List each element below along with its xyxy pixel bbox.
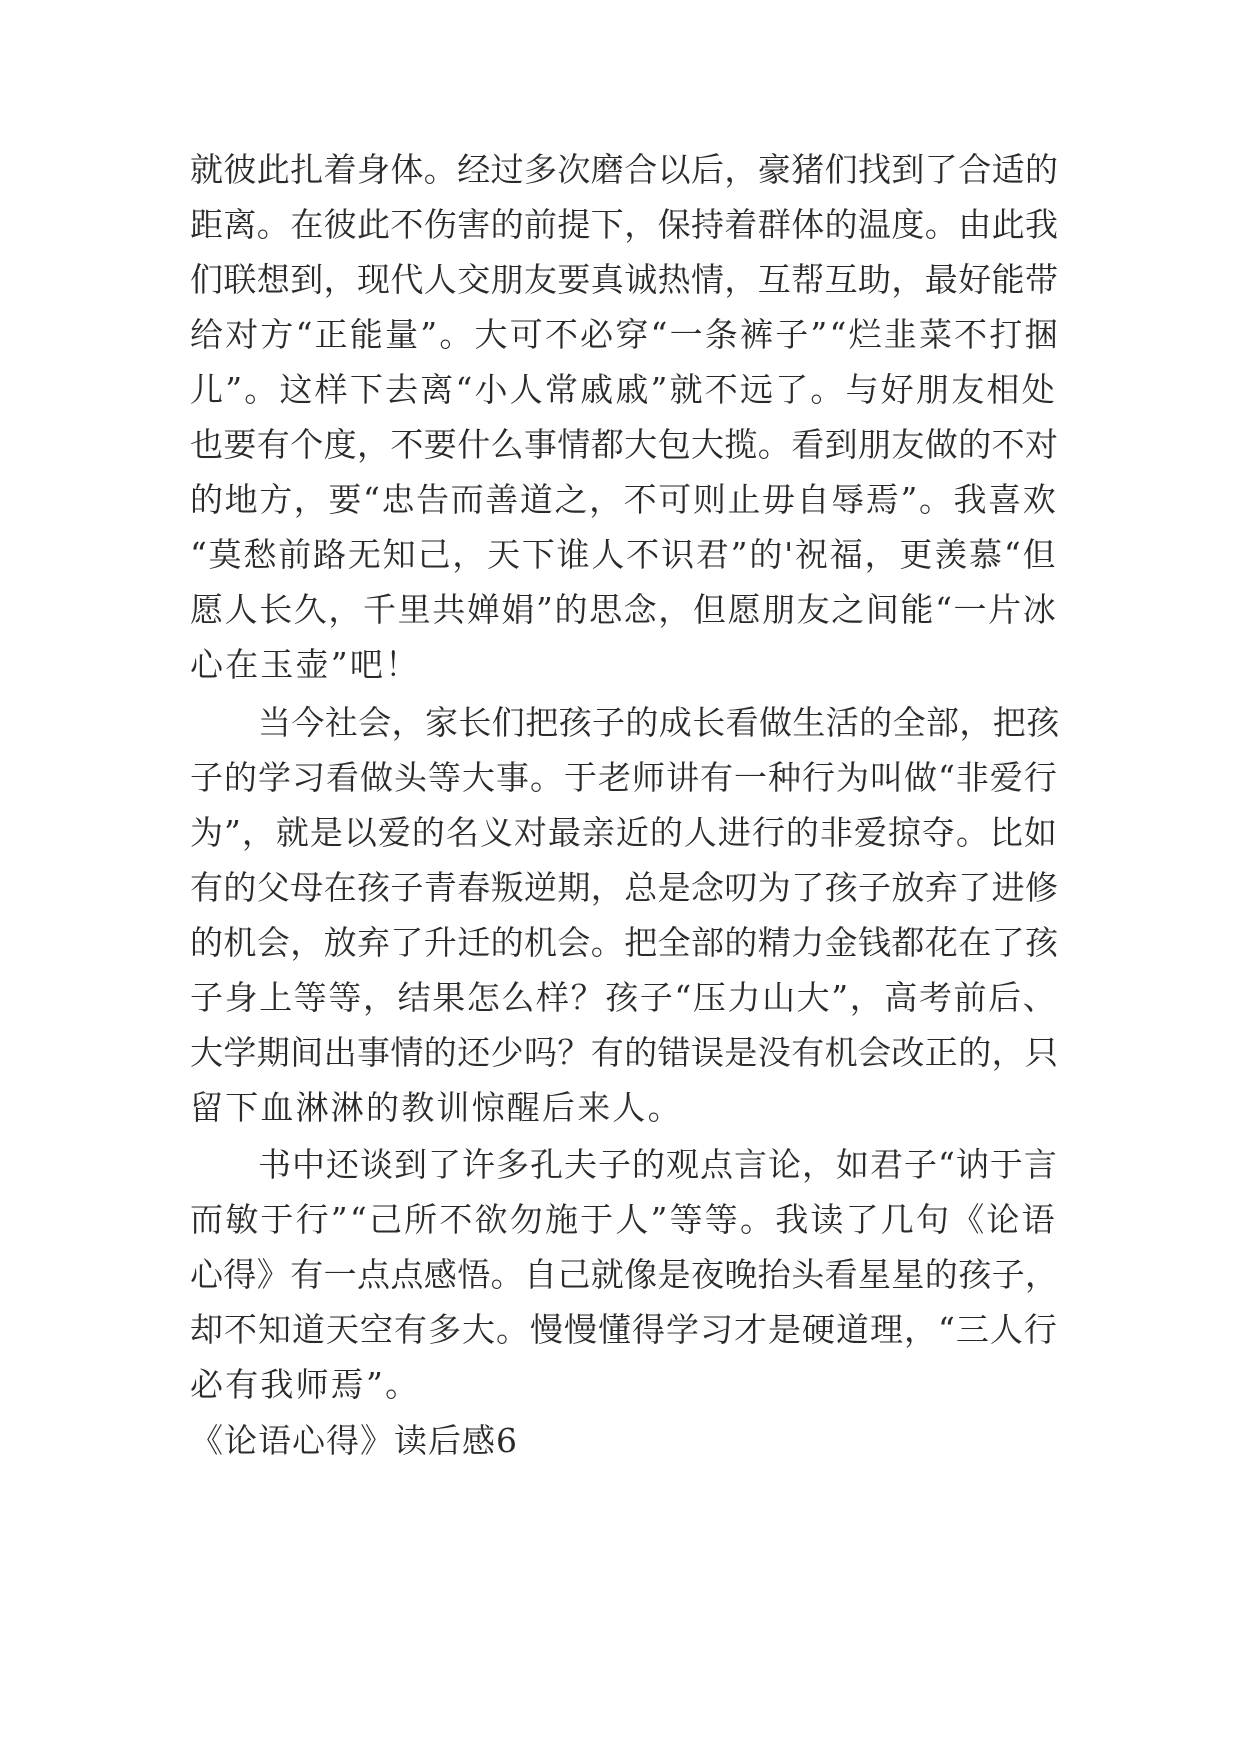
paragraph-2-line-6: 子身上等等，结果怎么样？孩子“压力山大”，高考前后、 (190, 978, 1058, 1017)
paragraph-3-line-4: 却不知道天空有多大。慢慢懂得学习才是硬道理，“三人行 (190, 1310, 1058, 1349)
paragraph-3-line-3: 心得》有一点点感悟。自己就像是夜晚抬头看星星的孩子， (190, 1255, 1059, 1294)
paragraph-1-line-9: 愿人长久，千里共婵娟”的思念，但愿朋友之间能“一片冰 (190, 590, 1058, 629)
paragraph-1-line-2: 距离。在彼此不伤害的前提下，保持着群体的温度。由此我 (190, 205, 1059, 244)
section-heading: 《论语心得》读后感6 (190, 1421, 518, 1460)
paragraph-1-line-5: 儿”。这样下去离“小人常戚戚”就不远了。与好朋友相处 (190, 370, 1057, 409)
paragraph-1-line-1: 就彼此扎着身体。经过多次磨合以后，豪猪们找到了合适的 (190, 150, 1059, 189)
paragraph-2-line-7: 大学期间出事情的还少吗？有的错误是没有机会改正的，只 (190, 1033, 1059, 1072)
paragraph-3-line-2: 而敏于行”“己所不欲勿施于人”等等。我读了几句《论语 (190, 1200, 1057, 1239)
paragraph-2-line-4: 有的父母在孩子青春叛逆期，总是念叨为了孩子放弃了进修 (190, 868, 1059, 907)
paragraph-3-line-5: 必有我师焉”。 (190, 1365, 421, 1404)
paragraph-2-line-1: 当今社会，家长们把孩子的成长看做生活的全部，把孩 (258, 703, 1060, 742)
paragraph-2-line-5: 的机会，放弃了升迁的机会。把全部的精力金钱都花在了孩 (190, 923, 1059, 962)
paragraph-2-line-8: 留下血淋淋的教训惊醒后来人。 (190, 1088, 683, 1127)
paragraph-1-line-4: 给对方“正能量”。大可不必穿“一条裤子”“烂韭菜不打捆 (190, 315, 1060, 354)
paragraph-1-line-8: “莫愁前路无知己，天下谁人不识君”的'祝福，更羡慕“但 (190, 535, 1058, 574)
paragraph-1-line-7: 的地方，要“忠告而善道之，不可则止毋自辱焉”。我喜欢 (190, 480, 1058, 519)
paragraph-2-line-3: 为”，就是以爱的名义对最亲近的人进行的非爱掠夺。比如 (190, 813, 1058, 852)
paragraph-1-line-10: 心在玉壶”吧！ (190, 645, 421, 684)
paragraph-2-line-2: 子的学习看做头等大事。于老师讲有一种行为叫做“非爱行 (190, 758, 1058, 797)
paragraph-3-line-1: 书中还谈到了许多孔夫子的观点言论，如君子“讷于言 (258, 1145, 1058, 1184)
paragraph-1-line-3: 们联想到，现代人交朋友要真诚热情，互帮互助，最好能带 (190, 260, 1059, 299)
paragraph-1-line-6: 也要有个度，不要什么事情都大包大揽。看到朋友做的不对 (190, 425, 1059, 464)
